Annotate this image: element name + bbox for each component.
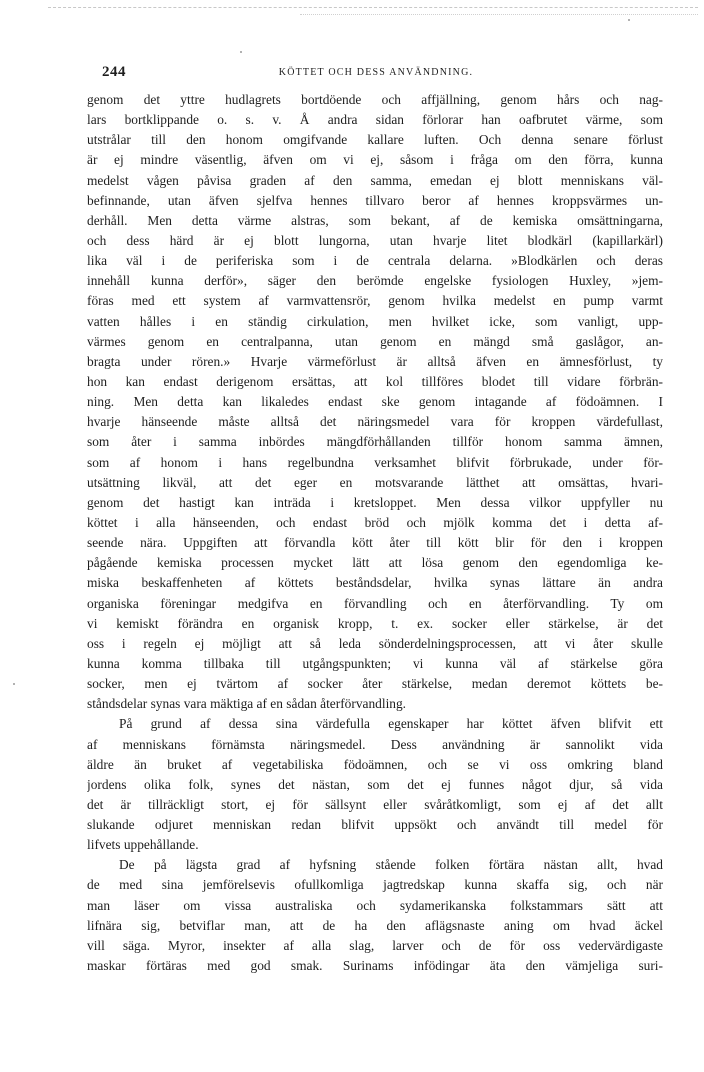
text-line: som åter i samma inbördes mängdförhållanden tillför honom samma ämnen, [87,434,663,450]
text-line: genom det yttre hudlagrets bortdöende och affjällning, genom hårs och nag- [87,92,663,107]
running-title: KÖTTET OCH DESS ANVÄNDNING. [278,67,474,78]
text-line: bragta under rören.» Hvarje värmeförlust är alltså äfven en ämnesförlust, ty [87,353,663,369]
paragraph-end-line: lifvets uppehållande. [87,837,199,853]
text-line: köttet i alla hänseenden, och endast bröd och mjölk komma det i detta af- [87,514,663,530]
text-line: som af honom i hans regelbundna verksamhet blifvit förbrukade, under för- [87,454,663,470]
text-line: värmes genom en centralpanna, utan genom en mängd små gaslågor, an- [87,333,663,349]
text-line: oss i regeln ej möjligt att så leda sönderdelningsprocessen, att vi åter skulle [87,635,663,651]
text-line: miska beskaffenheten af köttets beståndsdelar, hvilka synas lättare än andra [87,575,663,591]
text-line: lika väl i de periferiska som i de centrala delarna. »Blodkärlen och deras [87,253,663,269]
paragraph-start-line: De på lägsta grad af hyfsning stående folken förtära nästan allt, hvad [119,857,663,873]
text-line: utstrålar till den honom omgifvande kallare luften. Och denna senare förlust [87,132,663,148]
text-line: och dess härd är ej blott lungorna, utan hvarje litet blodkärl (kapillarkärl) [87,232,663,248]
page-header [102,62,650,86]
text-line: genom det hastigt kan inträda i kretsloppet. Men dessa vilkor uppfyller nu [87,494,663,510]
text-line: socker, men ej tvärtom af socker åter stärkelse, medan deremot köttets be- [87,676,663,692]
scan-edge-rule-secondary [300,14,698,15]
text-line: äldre än bruket af vegetabiliska födoämnen, och se vi oss omkring bland [87,756,663,772]
paragraph-end-line: ståndsdelar synas vara mäktiga af en sådan återförvandling. [87,696,407,712]
text-line: maskar förtäras med god smak. Surinams infödingar äta den vämjeliga suri- [87,958,663,974]
text-line: innehåll kunna derför», säger den berömde engelske fysiologen Huxley, »jem- [87,273,663,289]
text-line: det är tillräckligt stort, ej för sällsynt eller svåråtkomligt, som ej af det allt [87,796,663,812]
text-line: befinnande, utan äfven sjelfva hennes tillvaro beror af hennes kroppsvärmes un- [87,192,663,208]
text-line: hon kan endast derigenom ersättas, att kol tillföres blodet till vidare förbrän- [87,373,663,389]
text-line: lars bortklippande o. s. v. Å andra sidan förlorar han oafbrutet värme, som [87,112,663,128]
text-line: vill säga. Myror, insekter af alla slag, larver och de för oss vedervärdigaste [87,937,663,953]
text-line: vi kemiskt förändra en organisk kropp, t. ex. socker eller stärkelse, är det [87,615,663,631]
text-line: är ej mindre väsentlig, äfven om vi ej, såsom i fråga om den förra, kunna [87,152,663,168]
paragraph-start-line: På grund af dessa sina värdefulla egenskaper har köttet äfven blifvit ett [119,716,663,732]
scan-speck [240,51,242,53]
text-line: organiska föreningar medgifva en förvandling och en återförvandling. Ty om [87,595,663,611]
text-line: de med sina jemförelsevis ofullkomliga jagtredskap kunna skaffa sig, och när [87,877,663,893]
scan-speck [628,19,630,21]
text-line: slukande odjuret menniskan redan blifvit uppsökt och användt till medel för [87,817,663,833]
text-line: vatten hålles i en ständig cirkulation, men hvilket icke, som vanligt, upp- [87,313,663,329]
text-line: föras med ett system af varmvattensrör, genom hvilka medelst en pump varmt [87,293,663,309]
text-line: hvarje hänseende måste alltså det näringsmedel vara för kroppen värdefullast, [87,414,663,430]
text-line: derhåll. Men detta värme alstras, som bekant, af de kemiska omsättningarna, [87,212,663,228]
text-line: pågående kemiska processen mycket lätt att lösa genom den egendomliga ke- [87,555,663,571]
body-text [87,90,663,976]
text-line: ning. Men detta kan likaledes endast ske genom intagande af födoämnen. I [87,394,663,410]
scan-edge-rule [48,7,698,8]
text-line: jordens olika folk, synes det nästan, som det ej funnes något djur, så vida [87,776,663,792]
text-line: lifnära sig, betviflar man, att de ha den aflägsnaste aning om hvad äckel [87,917,663,933]
text-line: man läser om vissa australiska och sydamerikanska folkstammars sätt att [87,897,663,913]
text-line: af menniskans förnämsta näringsmedel. Dess användning är sannolikt vida [87,736,663,752]
page-number: 244 [102,64,126,80]
text-line: medelst vågen påvisa graden af den samma, emedan ej blott menniskans väl- [87,172,663,188]
scan-speck [13,683,15,685]
text-line: utsättning likväl, att det eger en motsvarande lätthet att omsättas, hvari- [87,474,663,490]
text-line: kunna komma tillbaka till utgångspunkten; vi kunna väl af stärkelse göra [87,655,663,671]
text-line: seende nära. Uppgiften att förvandla kött åter till kött blir för den i kroppen [87,535,663,551]
